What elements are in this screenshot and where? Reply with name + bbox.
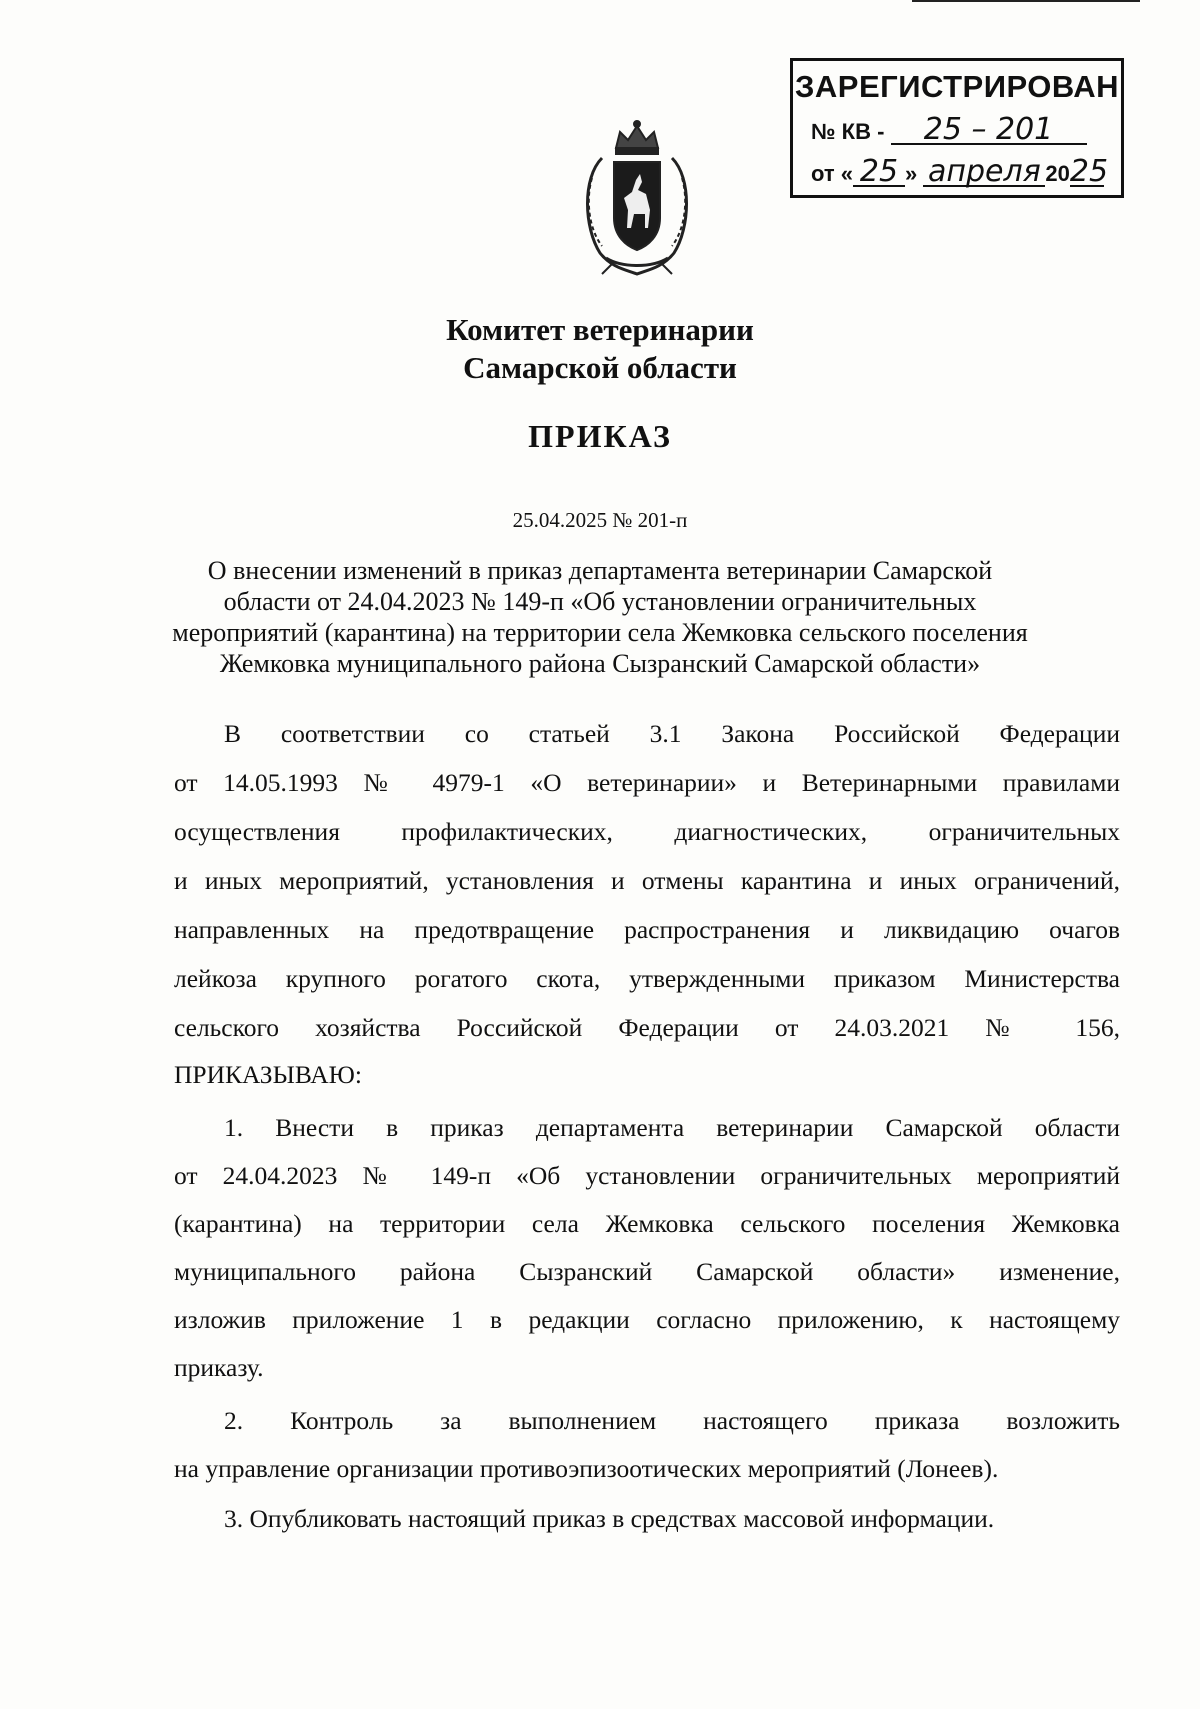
top-edge-rule bbox=[912, 0, 1140, 2]
preamble-line: сельского хозяйства Российской Федерации от 24.03.2021 № 156, bbox=[174, 1013, 1120, 1042]
registration-stamp bbox=[790, 58, 1124, 198]
stamp-number-row bbox=[811, 112, 1087, 147]
coat-of-arms-icon bbox=[572, 118, 702, 278]
stamp-date-mid: » bbox=[905, 161, 918, 186]
item1-line: от 24.04.2023 № 149-п «Об установлении ограничительных мероприятий bbox=[174, 1161, 1120, 1190]
preamble-line: осуществления профилактических, диагностических, ограничительных bbox=[174, 817, 1120, 846]
stamp-date-prefix: от « bbox=[811, 161, 854, 186]
stamp-date-day: 25 bbox=[853, 159, 905, 187]
stamp-date-year-suffix: 25 bbox=[1069, 154, 1109, 189]
subject-line: О внесении изменений в приказ департамента ветеринарии Самарской bbox=[207, 556, 993, 585]
item2-line: на управление организации противоэпизоотических мероприятий (Лонеев). bbox=[174, 1454, 999, 1483]
document-number: 25.04.2025 № 201-п bbox=[512, 508, 688, 532]
stamp-date-month: апреля bbox=[923, 159, 1045, 187]
subject-line: мероприятий (карантина) на территории села Жемковка сельского поселения bbox=[172, 618, 1028, 647]
preamble-line: и иных мероприятий, установления и отмены карантина и иных ограничений, bbox=[174, 866, 1120, 895]
stamp-title: ЗАРЕГИСТРИРОВАН bbox=[794, 69, 1120, 104]
preamble-line: лейкоза крупного рогатого скота, утвержденными приказом Министерства bbox=[174, 964, 1120, 993]
preamble-line: В соответствии со статьей 3.1 Закона Российской Федерации bbox=[224, 719, 1120, 748]
document-type: ПРИКАЗ bbox=[528, 418, 672, 454]
org-name-line2: Самарской области bbox=[463, 350, 737, 385]
item2-line: 2. Контроль за выполнением настоящего приказа возложить bbox=[224, 1406, 1120, 1435]
item1-line: изложив приложение 1 в редакции согласно приложению, к настоящему bbox=[174, 1305, 1120, 1334]
item1-line: 1. Внести в приказ департамента ветеринарии Самарской области bbox=[224, 1113, 1120, 1142]
document-subject bbox=[0, 555, 1200, 679]
stamp-number-label: № КВ - bbox=[811, 119, 885, 144]
preamble-line: направленных на предотвращение распространения и ликвидацию очагов bbox=[174, 915, 1120, 944]
item1-line: приказу. bbox=[174, 1353, 264, 1382]
item1-line: муниципального района Сызранский Самарской области» изменение, bbox=[174, 1257, 1120, 1286]
org-name-line1: Комитет ветеринарии bbox=[446, 312, 754, 347]
stamp-date-year-prefix: 20 bbox=[1045, 161, 1070, 186]
stamp-number-handwritten: 25 – 201 bbox=[891, 117, 1087, 145]
subject-line: области от 24.04.2023 № 149-п «Об установлении ограничительных bbox=[223, 587, 977, 616]
subject-line: Жемковка муниципального района Сызранский Самарской области» bbox=[219, 649, 981, 678]
item3-line: 3. Опубликовать настоящий приказ в средствах массовой информации. bbox=[224, 1504, 995, 1533]
item1-line: (карантина) на территории села Жемковка сельского поселения Жемковка bbox=[174, 1209, 1120, 1238]
preamble-line-order: ПРИКАЗЫВАЮ: bbox=[174, 1060, 362, 1089]
stamp-date-row bbox=[811, 154, 1109, 189]
preamble-line: от 14.05.1993 № 4979-1 «О ветеринарии» и Ветеринарными правилами bbox=[174, 768, 1120, 797]
